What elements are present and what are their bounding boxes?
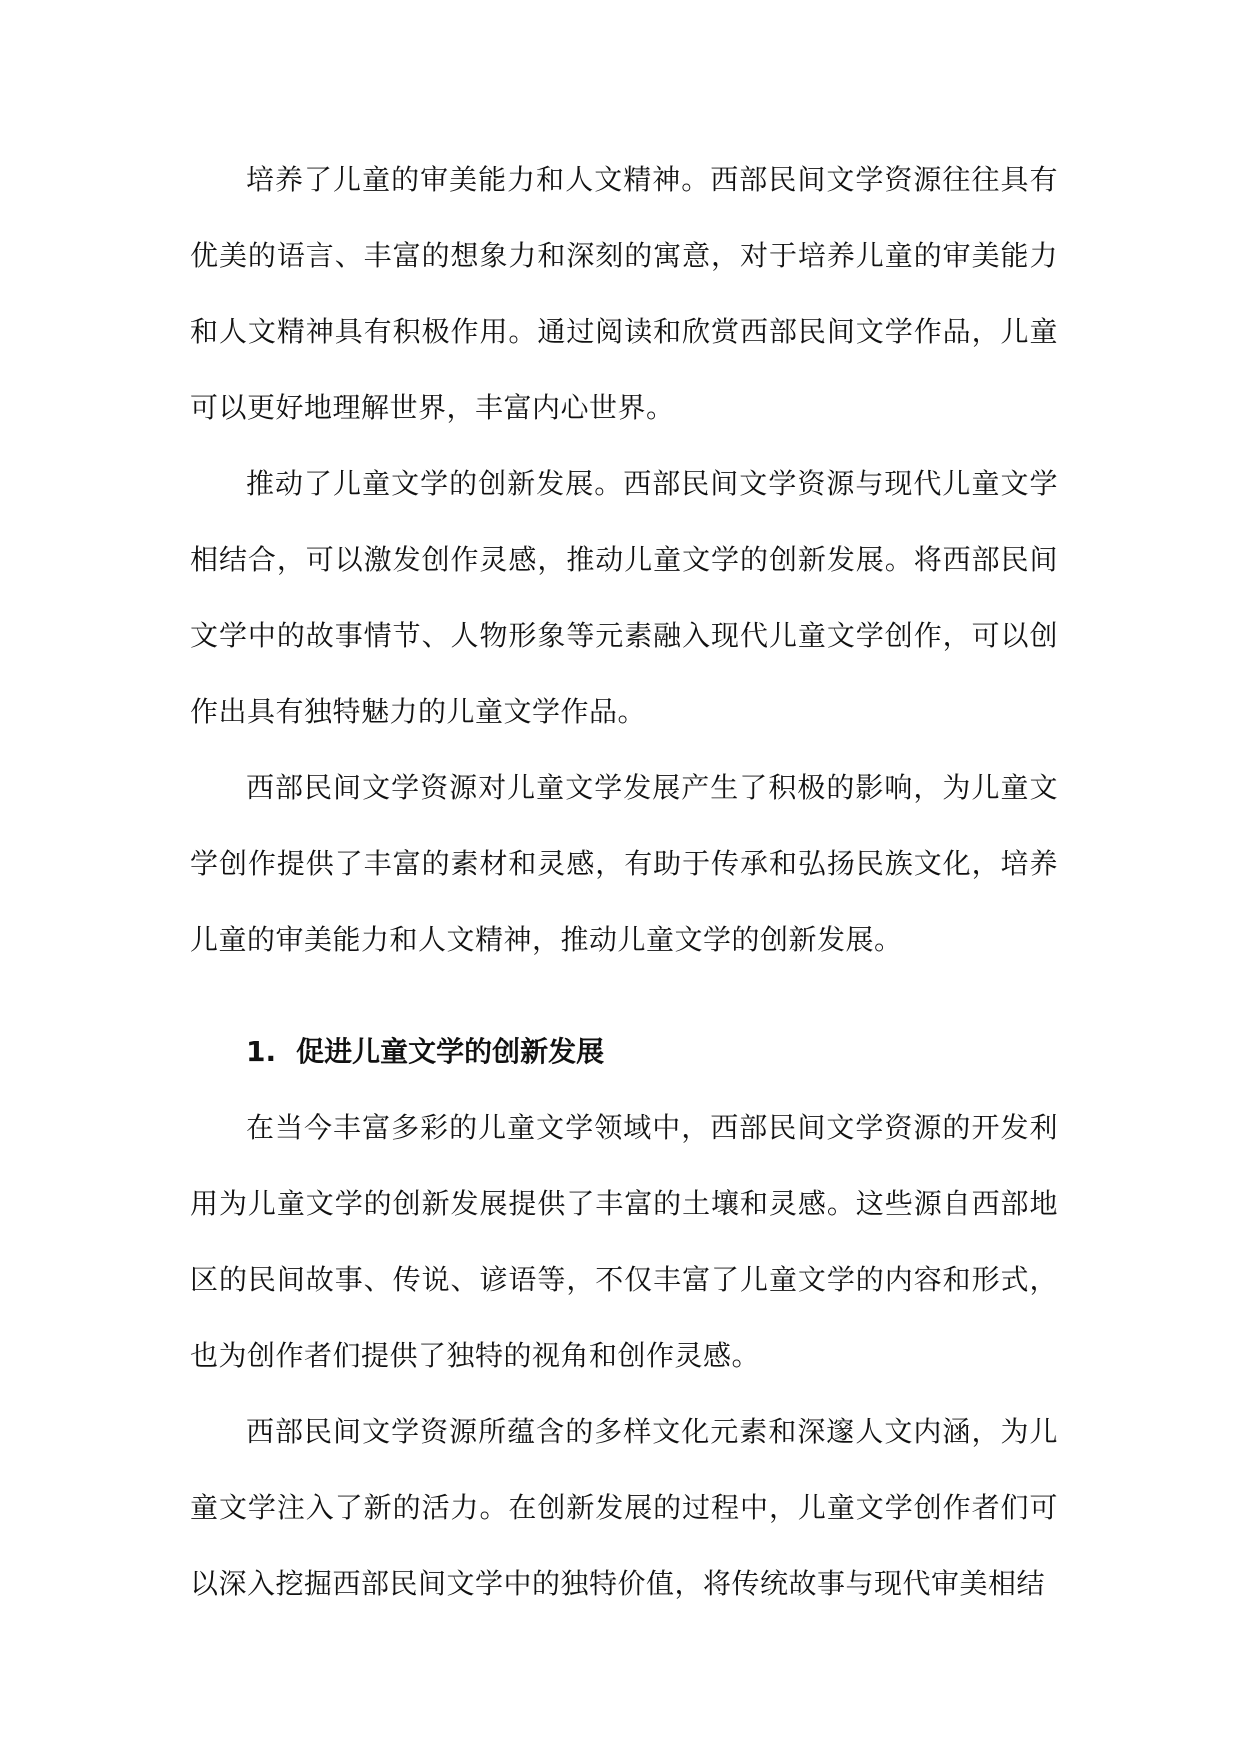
section-title: 促进儿童文学的创新发展 [296, 1035, 605, 1068]
paragraph: 推动了儿童文学的创新发展。西部民间文学资源与现代儿童文学相结合，可以激发创作灵感，推动儿童文学的创新发展。将西部民间文学中的故事情节、人物形象等元素融入现代儿童文学创作，可以创作出具有独特魅力的儿童文学作品。 [190, 467, 1058, 728]
paragraph: 西部民间文学资源对儿童文学发展产生了积极的影响，为儿童文学创作提供了丰富的素材和灵感，有助于传承和弘扬民族文化，培养儿童的审美能力和人文精神，推动儿童文学的创新发展。 [190, 771, 1058, 956]
section-number: 1. [246, 1035, 277, 1068]
document-body [190, 142, 1058, 1622]
section-heading [190, 1014, 1058, 1090]
paragraph: 西部民间文学资源所蕴含的多样文化元素和深邃人文内涵，为儿童文学注入了新的活力。在创新发展的过程中，儿童文学创作者们可以深入挖掘西部民间文学中的独特价值，将传统故事与现代审美相结 [190, 1415, 1058, 1600]
paragraph: 在当今丰富多彩的儿童文学领域中，西部民间文学资源的开发利用为儿童文学的创新发展提供了丰富的土壤和灵感。这些源自西部地区的民间故事、传说、谚语等，不仅丰富了儿童文学的内容和形式，也为创作者们提供了独特的视角和创作灵感。 [190, 1111, 1058, 1372]
paragraph: 培养了儿童的审美能力和人文精神。西部民间文学资源往往具有优美的语言、丰富的想象力和深刻的寓意，对于培养儿童的审美能力和人文精神具有积极作用。通过阅读和欣赏西部民间文学作品，儿童可以更好地理解世界，丰富内心世界。 [190, 163, 1058, 424]
